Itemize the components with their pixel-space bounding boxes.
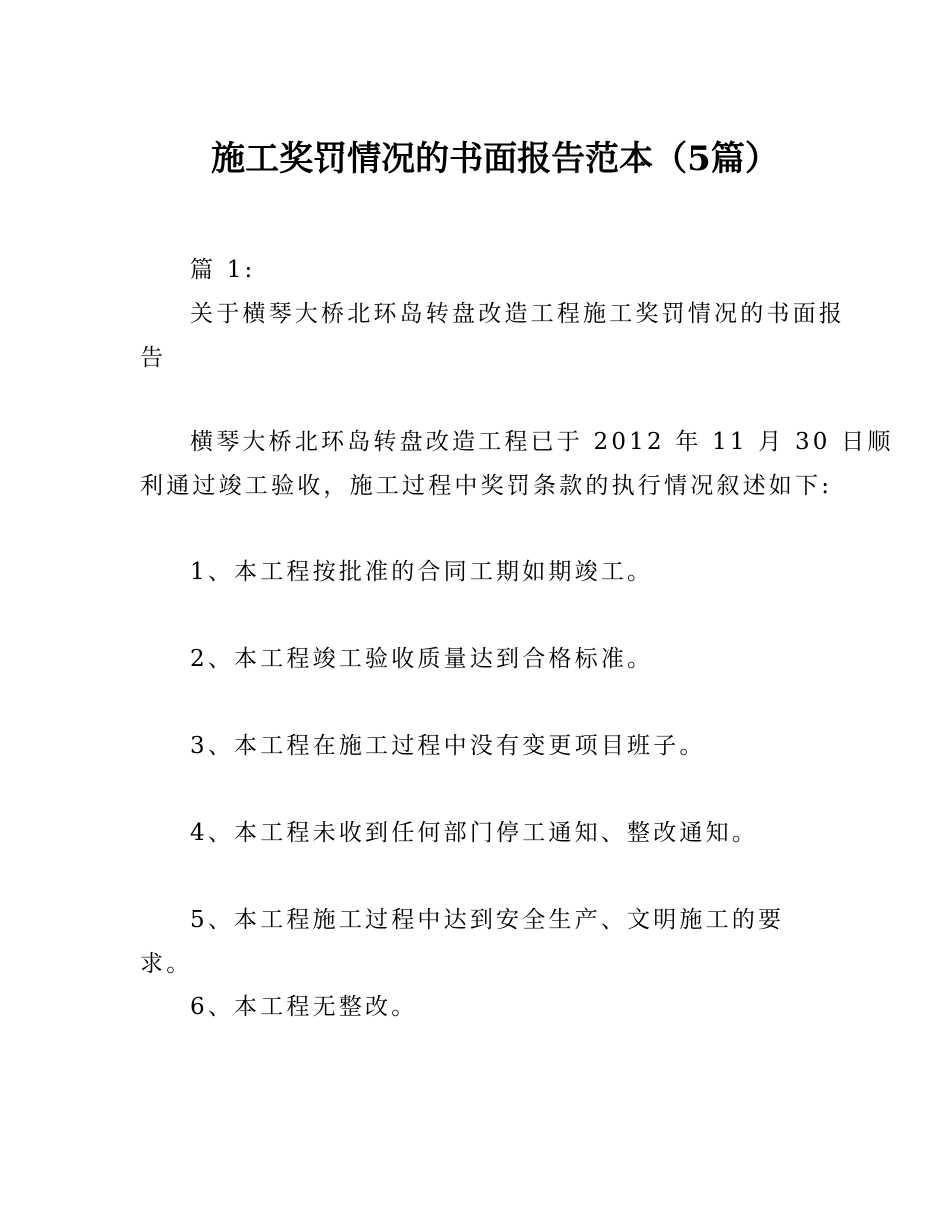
report-title xyxy=(140,292,845,380)
report-title-line-1: 关于横琴大桥北环岛转盘改造工程施工奖罚情况的书面报 xyxy=(190,301,845,327)
intro-line-1: 横琴大桥北环岛转盘改造工程已于 2012 年 11 月 30 日顺 xyxy=(190,429,894,455)
list-item: 2、本工程竣工验收质量达到合格标准。 xyxy=(190,646,654,672)
intro-line-2: 利通过竣工验收，施工过程中奖罚条款的执行情况叙述如下: xyxy=(140,473,833,499)
document-title: 施工奖罚情况的书面报告范本（5篇） xyxy=(211,138,779,179)
list-item: 4、本工程未收到任何部门停工通知、整改通知。 xyxy=(190,820,759,846)
report-title-line-2: 告 xyxy=(140,345,167,371)
intro-paragraph xyxy=(140,420,894,508)
section-label: 篇 1: xyxy=(190,257,256,283)
list-item: 1、本工程按批准的合同工期如期竣工。 xyxy=(190,559,654,585)
list-item: 6、本工程无整改。 xyxy=(190,994,418,1020)
list-item: 5、本工程施工过程中达到安全生产、文明施工的要求。 xyxy=(140,907,785,977)
list-item: 3、本工程在施工过程中没有变更项目班子。 xyxy=(190,733,706,759)
